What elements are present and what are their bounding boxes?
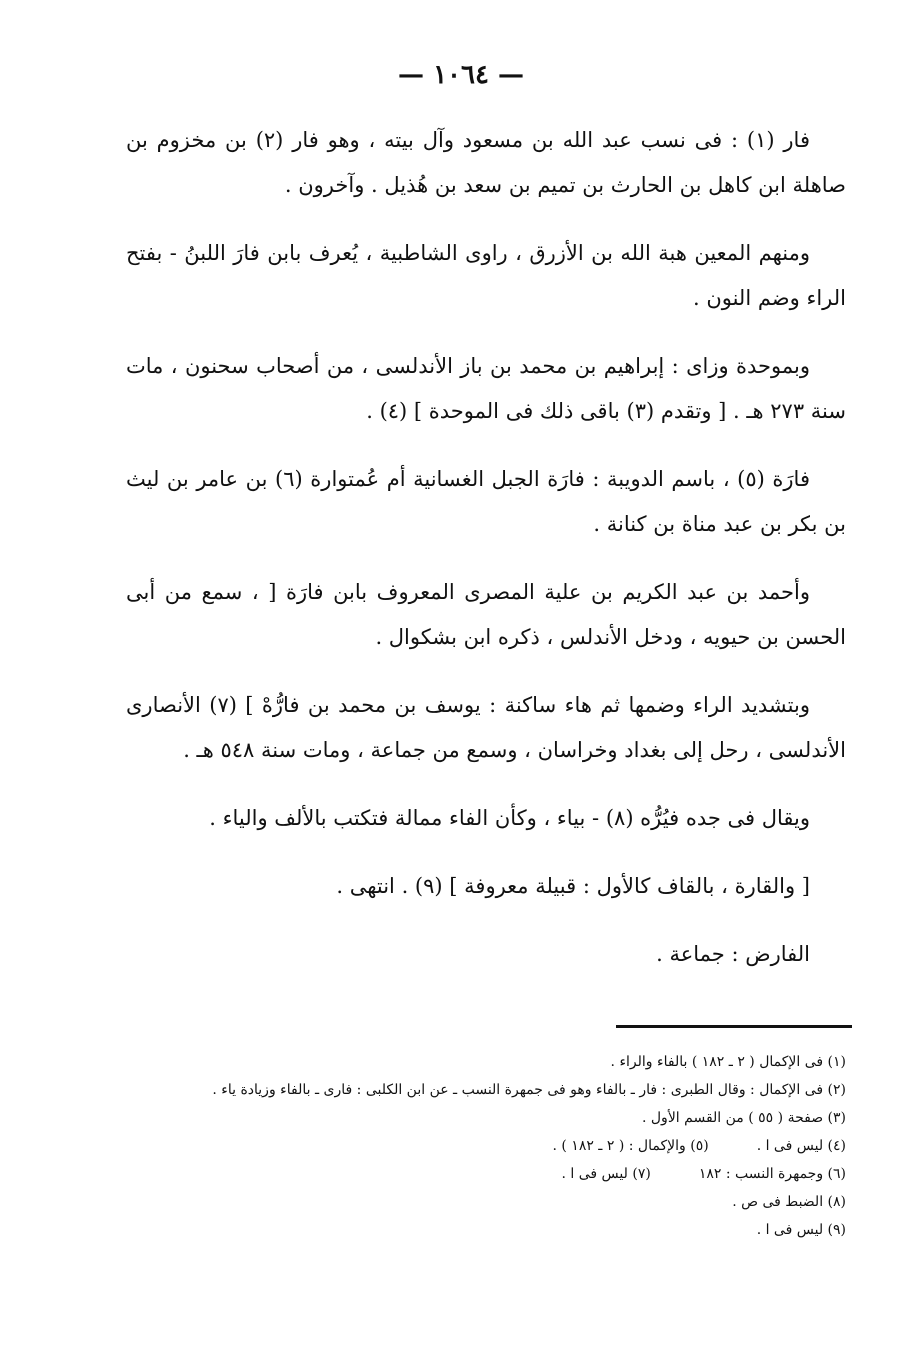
- main-text: [126, 118, 846, 1000]
- footnote-9: (٩) ليس فى ا .: [756, 1222, 846, 1238]
- footnote-6: (٦) وجمهرة النسب : ١٨٢: [698, 1166, 846, 1182]
- footnote-4: (٤) ليس فى ا .: [756, 1138, 846, 1154]
- paragraph-far: فار (١) : فى نسب عبد الله بن مسعود وآل بيته ، وهو فار (٢) بن مخزوم بن صاهلة ابن كاهل بن الحارث بن تميم بن سعد بن هُذيل . وآخرون .: [126, 128, 846, 197]
- paragraph-yusuf: وبتشديد الراء وضمها ثم هاء ساكنة : يوسف بن محمد بن فارُّهْ ] (٧) الأنصارى الأندلسى ، رحل إلى بغداد وخراسان ، وسمع من جماعة ، ومات سنة ٥٤٨ هـ .: [126, 693, 846, 762]
- footnote-3: (٣) صفحة ( ٥٥ ) من القسم الأول .: [641, 1110, 846, 1126]
- footnotes: [116, 1048, 846, 1244]
- footnote-separator: [616, 1025, 852, 1028]
- footnote-2: (٢) فى الإكمال : وقال الطبرى : فار ـ بالفاء وهو فى جمهرة النسب ـ عن ابن الكلبى : فارى ـ بالفاء وزيادة ياء .: [212, 1082, 846, 1098]
- footnote-8: (٨) الضبط فى ص .: [732, 1194, 846, 1210]
- footnote-7: (٧) ليس فى ا .: [561, 1166, 651, 1182]
- footnote-1: (١) فى الإكمال ( ٢ ـ ١٨٢ ) بالفاء والراء .: [610, 1054, 846, 1070]
- footnote-row-6-7: [116, 1160, 846, 1188]
- paragraph-farid: الفارض : جماعة .: [656, 942, 810, 966]
- paragraph-qara: [ والقارة ، بالقاف كالأول : قبيلة معروفة ] (٩) . انتهى .: [336, 874, 810, 898]
- footnote-5: (٥) والإكمال : ( ٢ ـ ١٨٢ ) .: [552, 1138, 709, 1154]
- paragraph-fara: فارَة (٥) ، باسم الدويبة : فارَة الجبل الغسانية أم عُمتوارة (٦) بن عامر بن ليث بن بكر بن عبد مناة بن كنانة .: [126, 467, 846, 536]
- paragraph-muin: ومنهم المعين هبة الله بن الأزرق ، راوى الشاطبية ، يُعرف بابن فارَ اللبنُ - بفتح الراء وضم النون .: [126, 241, 846, 310]
- paragraph-baz: وبموحدة وزاى : إبراهيم بن محمد بن باز الأندلسى ، من أصحاب سحنون ، مات سنة ٢٧٣ هـ . [ وتقدم (٣) باقى ذلك فى الموحدة ] (٤) .: [126, 354, 846, 423]
- page-number: — ١٠٦٤ —: [398, 60, 524, 90]
- paragraph-fiyurruh: ويقال فى جده فيُرُّه (٨) - بياء ، وكأن الفاء ممالة فتكتب بالألف والياء .: [209, 806, 810, 830]
- paragraph-ahmad: وأحمد بن عبد الكريم بن علية المصرى المعروف بابن فارَة [ ، سمع من أبى الحسن بن حيويه ، ودخل الأندلس ، ذكره ابن بشكوال .: [126, 580, 846, 649]
- footnote-row-4-5: [116, 1132, 846, 1160]
